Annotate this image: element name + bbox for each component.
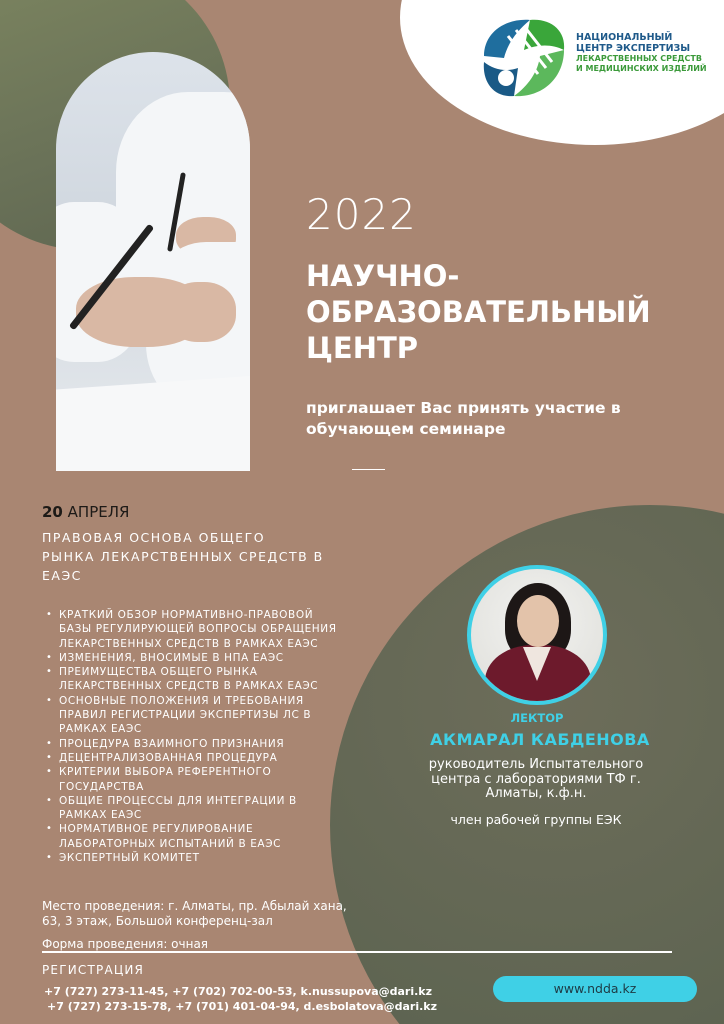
contact-line: +7 (727) 273-11-45, +7 (702) 702-00-53, k.nussupova@dari.kz [44, 985, 433, 998]
lector-label: ЛЕКТОР [510, 711, 564, 725]
divider [42, 951, 672, 953]
lector-name: АКМАРАЛ КАБДЕНОВА [430, 730, 650, 749]
list-item [44, 651, 364, 665]
list-item-line: • КРИТЕРИИ ВЫБОРА РЕФЕРЕНТНОГО [59, 766, 272, 779]
list-item [44, 737, 364, 751]
topic-line: ЕАЭС [42, 568, 82, 583]
year: 2022 [306, 190, 417, 239]
invite-text [306, 398, 666, 440]
list-item-line: ЛАБОРАТОРНЫХ ИСПЫТАНИЙ В ЕАЭС [59, 837, 282, 850]
event-date [42, 503, 129, 521]
topic-line: ПРАВОВАЯ ОСНОВА ОБЩЕГО [42, 530, 266, 545]
list-item-line: • ДЕЦЕНТРАЛИЗОВАННАЯ ПРОЦЕДУРА [59, 751, 278, 764]
website-link[interactable]: www.ndda.kz [493, 976, 697, 1002]
seminar-topic [42, 528, 372, 585]
list-item-line: ПРАВИЛ РЕГИСТРАЦИИ ЭКСПЕРТИЗЫ ЛС В [59, 709, 312, 722]
list-item [44, 751, 364, 765]
list-item [44, 765, 364, 794]
list-item-line: РАМКАХ ЕАЭС [59, 723, 142, 736]
contact-line: +7 (727) 273-15-78, +7 (701) 401-04-94, d.esbolatova@dari.kz [47, 1000, 438, 1013]
logo-line-2: ЦЕНТР ЭКСПЕРТИЗЫ [576, 43, 691, 54]
list-item-line: ЛЕКАРСТВЕННЫХ СРЕДСТВ В РАМКАХ ЕАЭС [59, 680, 319, 693]
list-item-line: ГОСУДАРСТВА [59, 780, 144, 793]
lector-role [418, 758, 654, 802]
list-item [44, 822, 364, 851]
divider [352, 469, 385, 470]
list-item [44, 608, 364, 651]
list-item-line: РАМКАХ ЕАЭС [59, 809, 142, 822]
page-title [306, 258, 666, 366]
event-format: Форма проведения: очная [42, 937, 209, 951]
list-item-line: • ПРЕИМУЩЕСТВА ОБЩЕГО РЫНКА [59, 666, 258, 679]
title-line: ЦЕНТР [306, 331, 419, 365]
logo-line-3: ЛЕКАРСТВЕННЫХ СРЕДСТВ [576, 54, 702, 63]
list-item-line: ЛЕКАРСТВЕННЫХ СРЕДСТВ В РАМКАХ ЕАЭС [59, 637, 319, 650]
lector-role-line: Алматы, к.ф.н. [485, 786, 587, 801]
date-day: 20 [42, 503, 63, 521]
lector-role-line: центра с лабораториями ТФ г. [431, 771, 641, 787]
list-item-line: • ОСНОВНЫЕ ПОЛОЖЕНИЯ И ТРЕБОВАНИЯ [59, 694, 304, 707]
lector-portrait [467, 565, 607, 705]
venue-line: Место проведения: г. Алматы, пр. Абылай хана, [42, 899, 347, 913]
list-item-line: • ЭКСПЕРТНЫЙ КОМИТЕТ [59, 852, 200, 865]
list-item [44, 665, 364, 694]
list-item-line: • КРАТКИЙ ОБЗОР НОРМАТИВНО-ПРАВОВОЙ [59, 609, 314, 621]
invite-line: приглашает Вас принять участие в [306, 399, 621, 417]
list-item [44, 694, 364, 737]
logo-line-1: НАЦИОНАЛЬНЫЙ [576, 32, 673, 43]
list-item [44, 851, 364, 865]
title-line: НАУЧНО- [306, 259, 460, 293]
list-item [44, 794, 364, 823]
lector-role-line: руководитель Испытательного [428, 757, 644, 772]
list-item-line: • ИЗМЕНЕНИЯ, ВНОСИМЫЕ В НПА ЕАЭС [59, 651, 284, 664]
seminar-photo [56, 52, 250, 471]
logo-text [576, 32, 716, 73]
list-item-line: • ПРОЦЕДУРА ВЗАИМНОГО ПРИЗНАНИЯ [59, 737, 285, 750]
list-item-line: БАЗЫ РЕГУЛИРУЮЩЕЙ ВОПРОСЫ ОБРАЩЕНИЯ [59, 623, 337, 636]
logo-icon [478, 16, 570, 102]
contacts [44, 984, 437, 1014]
topic-line: РЫНКА ЛЕКАРСТВЕННЫХ СРЕДСТВ В [42, 549, 324, 564]
agenda-list [44, 608, 364, 865]
venue [42, 899, 382, 928]
list-item-line: • ОБЩИЕ ПРОЦЕССЫ ДЛЯ ИНТЕГРАЦИИ В [59, 794, 297, 807]
list-item-line: • НОРМАТИВНОЕ РЕГУЛИРОВАНИЕ [59, 823, 254, 836]
lector-group: член рабочей группы ЕЭК [450, 812, 622, 827]
invite-line: обучающем семинаре [306, 420, 506, 438]
registration-label: РЕГИСТРАЦИЯ [42, 963, 145, 977]
date-month: АПРЕЛЯ [67, 503, 130, 521]
logo-line-4: И МЕДИЦИНСКИХ ИЗДЕЛИЙ [576, 63, 707, 73]
venue-line: 63, 3 этаж, Большой конференц-зал [42, 913, 273, 928]
title-line: ОБРАЗОВАТЕЛЬНЫЙ [306, 295, 651, 329]
